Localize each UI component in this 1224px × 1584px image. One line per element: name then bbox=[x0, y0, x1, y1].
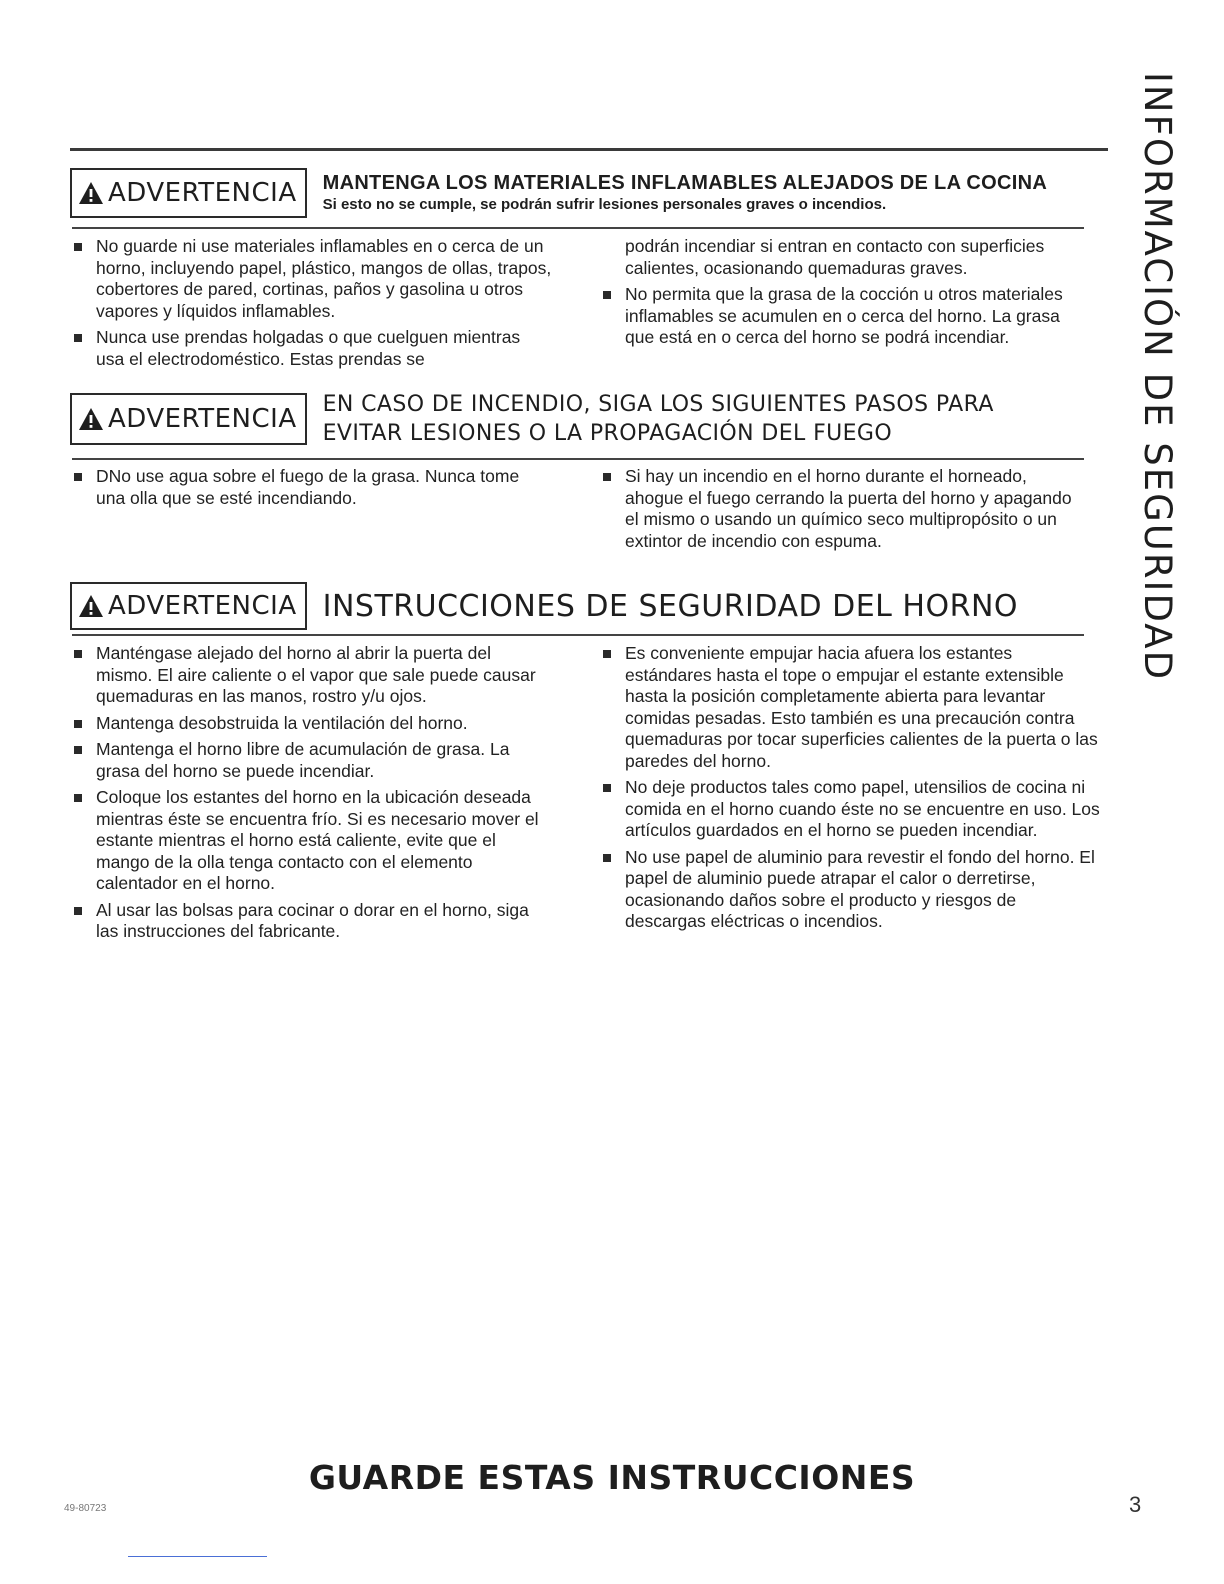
continued-text: podrán incendiar si entran en contacto con superficies calientes, ocasionando quemaduras graves. bbox=[625, 236, 1045, 278]
warning-triangle-icon bbox=[78, 181, 104, 205]
warning-heading: INSTRUCCIONES DE SEGURIDAD DEL HORNO bbox=[322, 588, 1018, 624]
list-item: Es conveniente empujar hacia afuera los estantes estándares hasta el tope o empujar el estante extensible hasta la posición completamente abierta para levantar comidas pesadas. Esto también es una precaución contra quemaduras por tocar superficies calientes de la puerta o las paredes del horno. bbox=[601, 643, 1101, 772]
section-3-right-column bbox=[601, 643, 1101, 938]
section-1-left-column bbox=[72, 236, 552, 375]
warning-triangle-icon bbox=[78, 407, 104, 431]
section-rule bbox=[72, 227, 1084, 229]
list-item: No guarde ni use materiales inflamables en o cerca de un horno, incluyendo papel, plástico, mangos de ollas, trapos, cobertores de pared, cortinas, paños y gasolina u otros vapores y líquidos inflamables. bbox=[72, 236, 552, 322]
list-item: Si hay un incendio en el horno durante el horneado, ahogue el fuego cerrando la puerta del horno y apagando el mismo o usando un químico seco multipropósito o un extintor de incendio con espuma. bbox=[601, 466, 1081, 552]
warning-label: ADVERTENCIA bbox=[108, 591, 297, 621]
section-rule bbox=[72, 634, 1084, 636]
section-2-right-column bbox=[601, 466, 1081, 557]
warning-triangle-icon bbox=[78, 594, 104, 618]
list-item: Manténgase alejado del horno al abrir la puerta del mismo. El aire caliente o el vapor que sale puede causar quemaduras en las manos, rostro y/u ojos. bbox=[72, 643, 552, 708]
list-item: No permita que la grasa de la cocción u otros materiales inflamables se acumulen en o cerca del horno. La grasa que está en o cerca del horno se podrá incendiar. bbox=[601, 284, 1091, 349]
list-item: Mantenga el horno libre de acumulación de grasa. La grasa del horno se puede incendiar. bbox=[72, 739, 552, 782]
section-3-left-column bbox=[72, 643, 552, 948]
section-2-left-column bbox=[72, 466, 552, 514]
list-item: DNo use agua sobre el fuego de la grasa. Nunca tome una olla que se esté incendiando. bbox=[72, 466, 552, 509]
warning-heading-block bbox=[323, 171, 1048, 215]
section-1-right-column bbox=[601, 236, 1091, 354]
list-item: Coloque los estantes del horno en la ubicación deseada mientras éste se encuentra frío. Si es necesario mover el estante mientras el horno está caliente, evite que el mango de la olla tenga contacto con el elemento calentador en el horno. bbox=[72, 787, 552, 895]
side-title-text: INFORMACIÓN DE SEGURIDAD bbox=[1136, 72, 1179, 682]
warning-heading: MANTENGA LOS MATERIALES INFLAMABLES ALEJADOS DE LA COCINA bbox=[322, 172, 1048, 194]
warning-badge bbox=[70, 393, 307, 445]
list-item: No use papel de aluminio para revestir el fondo del horno. El papel de aluminio puede atrapar el calor o derretirse, ocasionando daños sobre el producto y riesgos de descargas eléctricas o incendios. bbox=[601, 847, 1101, 933]
list-item: No deje productos tales como papel, utensilios de cocina ni comida en el horno cuando éste no se encuentre en uso. Los artículos guardados en el horno se pueden incendiar. bbox=[601, 777, 1101, 842]
footer-title: GUARDE ESTAS INSTRUCCIONES bbox=[308, 1458, 916, 1497]
bottom-divider bbox=[128, 1556, 267, 1557]
warning-label: ADVERTENCIA bbox=[108, 178, 297, 208]
list-item: Al usar las bolsas para cocinar o dorar en el horno, siga las instrucciones del fabricante. bbox=[72, 900, 552, 943]
warning-label: ADVERTENCIA bbox=[108, 404, 297, 434]
warning-heading-block bbox=[323, 589, 1018, 624]
warning-header-oven bbox=[70, 582, 1018, 630]
page-number: 3 bbox=[1129, 1492, 1142, 1517]
list-item: Mantenga desobstruida la ventilación del horno. bbox=[72, 713, 552, 735]
warning-heading-line-1: EN CASO DE INCENDIO, SIGA LOS SIGUIENTES PASOS PARA bbox=[322, 392, 994, 417]
warning-header-flammables bbox=[70, 168, 1047, 218]
side-section-title bbox=[1136, 72, 1181, 682]
section-rule bbox=[72, 458, 1084, 460]
warning-header-fire bbox=[70, 390, 994, 448]
warning-badge bbox=[70, 168, 307, 218]
list-item: Nunca use prendas holgadas o que cuelguen mientras usa el electrodoméstico. Estas prendas se bbox=[72, 327, 552, 370]
warning-subheading: Si esto no se cumple, se podrán sufrir lesiones personales graves o incendios. bbox=[322, 196, 887, 213]
top-rule bbox=[70, 148, 1108, 151]
document-code: 49-80723 bbox=[64, 1503, 107, 1514]
warning-heading-block bbox=[323, 390, 994, 448]
warning-badge bbox=[70, 582, 307, 630]
warning-heading-line-2: EVITAR LESIONES O LA PROPAGACIÓN DEL FUEGO bbox=[322, 421, 893, 446]
